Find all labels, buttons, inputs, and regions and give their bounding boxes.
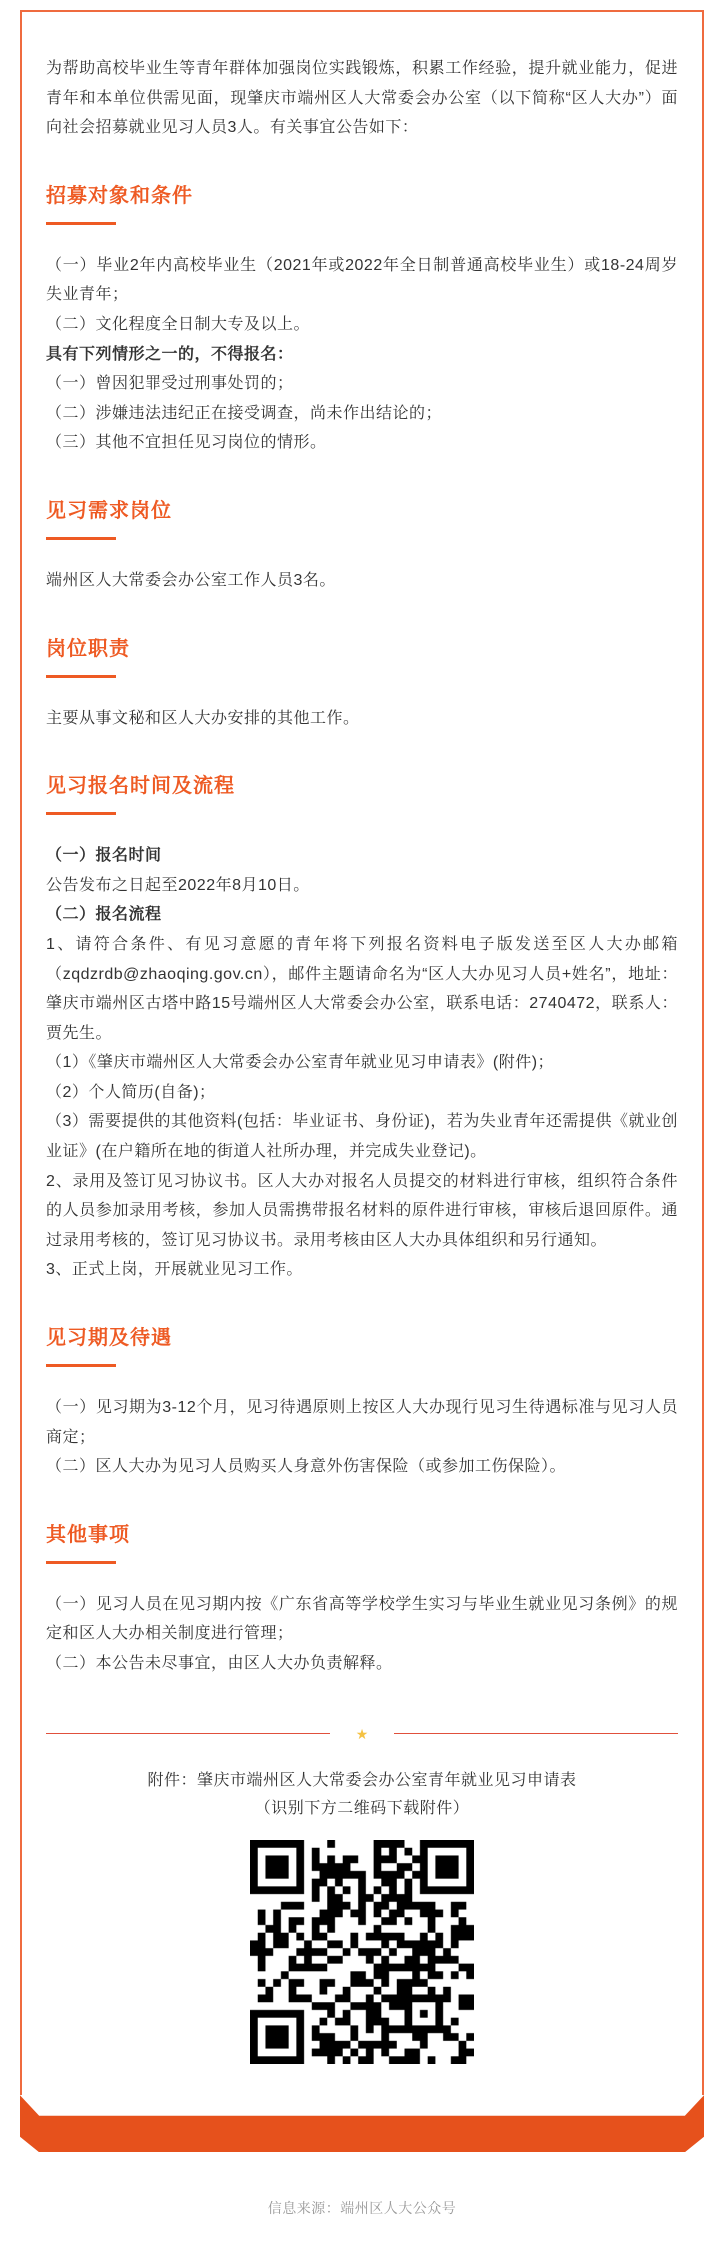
star-icon: ★ [355,1725,369,1742]
section-title: 见习需求岗位 [46,499,172,522]
attachment-title: 附件：肇庆市端州区人大常委会办公室青年就业见习申请表 [147,1771,577,1789]
section-underline [46,222,116,225]
section-title: 见习报名时间及流程 [46,775,235,798]
footer-ribbon [20,2095,704,2152]
paragraph: 公告发布之日起至2022年8月10日。 [46,876,310,894]
qr-code-wrap [46,1840,678,2095]
paragraph: （二）涉嫌违法违纪正在接受调查，尚未作出结论的； [46,404,443,422]
star-divider [46,1727,678,1741]
paragraph: （三）其他不宜担任见习岗位的情形。 [46,434,327,452]
intro-paragraph: 为帮助高校毕业生等青年群体加强岗位实践锻炼，积累工作经验，提升就业能力，促进青年和本单位供需见面，现肇庆市端州区人大常委会办公室（以下简称“区人大办”）面向社会招募就业见习人员3人。有关事宜公告如下： [46,60,678,137]
paragraph: （一）毕业2年内高校毕业生（2021年或2022年全日制普通高校毕业生）或18-24周岁失业青年； [46,256,678,304]
section-period-benefits [46,1325,678,1482]
paragraph-emphasis: 具有下列情形之一的，不得报名： [46,345,294,363]
article-card [20,10,704,2095]
section-duties [46,636,678,734]
divider-line [46,1733,330,1734]
attachment-hint: （识别下方二维码下载附件） [254,1800,470,1818]
paragraph: （二）文化程度全日制大专及以上。 [46,315,311,333]
article-page [0,10,724,2218]
paragraph: （一）见习人员在见习期内按《广东省高等学校学生实习与毕业生就业见习条例》的规定和区人大办相关制度进行管理； [46,1595,678,1643]
qr-code [250,1840,474,2064]
section-title: 岗位职责 [46,637,130,660]
paragraph: 主要从事文秘和区人大办安排的其他工作。 [46,709,360,727]
paragraph: （3）需要提供的其他资料(包括：毕业证书、身份证)，若为失业青年还需提供《就业创业证》(在户籍所在地的街道人社所办理，并完成失业登记)。 [46,1113,678,1161]
section-positions [46,498,678,596]
section-recruit-targets [46,183,678,458]
paragraph: （2）个人简历(自备)； [46,1083,216,1101]
paragraph: （一）见习期为3-12个月，见习待遇原则上按区人大办现行见习生待遇标准与见习人员商定； [46,1399,678,1446]
section-title: 见习期及待遇 [46,1327,172,1350]
paragraph: 端州区人大常委会办公室工作人员3名。 [46,571,336,589]
paragraph: （1）《肇庆市端州区人大常委会办公室青年就业见习申请表》(附件)； [46,1054,555,1072]
paragraph: （二）本公告未尽事宜，由区人大办负责解释。 [46,1655,393,1672]
section-other-matters [46,1522,678,1679]
section-title: 招募对象和条件 [46,184,193,207]
section-underline [46,812,116,815]
attachment-block [46,1767,678,1825]
section-underline [46,537,116,540]
paragraph: 2、录用及签订见习协议书。区人大办对报名人员提交的材料进行审核，组织符合条件的人员参加录用考核，参加人员需携带报名材料的原件进行审核，审核后退回原件。通过录用考核的，签订见习协议书。录用考核由区人大办具体组织和另行通知。 [46,1172,678,1249]
paragraph: （一）曾因犯罪受过刑事处罚的； [46,375,294,393]
paragraph: 1、请符合条件、有见习意愿的青年将下列报名资料电子版发送至区人大办邮箱（zqdzrdb@zhaoqing.gov.cn），邮件主题请命名为“区人大办见习人员+姓名”，地址：肇庆市端州区古塔中路15号端州区人大常委会办公室，联系电话：2740472，联系人：贾先生。 [46,935,678,1042]
section-underline [46,1364,116,1367]
section-underline [46,675,116,678]
divider-line [394,1733,678,1734]
paragraph-emphasis: （一）报名时间 [46,847,162,865]
paragraph: 3、正式上岗，开展就业见习工作。 [46,1261,303,1279]
section-application [46,773,678,1285]
paragraph-emphasis: （二）报名流程 [46,906,162,924]
section-title: 其他事项 [46,1523,130,1546]
section-underline [46,1561,116,1564]
source-line: 信息来源：端州区人大公众号 [267,2200,457,2217]
paragraph: （二）区人大办为见习人员购买人身意外伤害保险（或参加工伤保险）。 [46,1458,567,1476]
